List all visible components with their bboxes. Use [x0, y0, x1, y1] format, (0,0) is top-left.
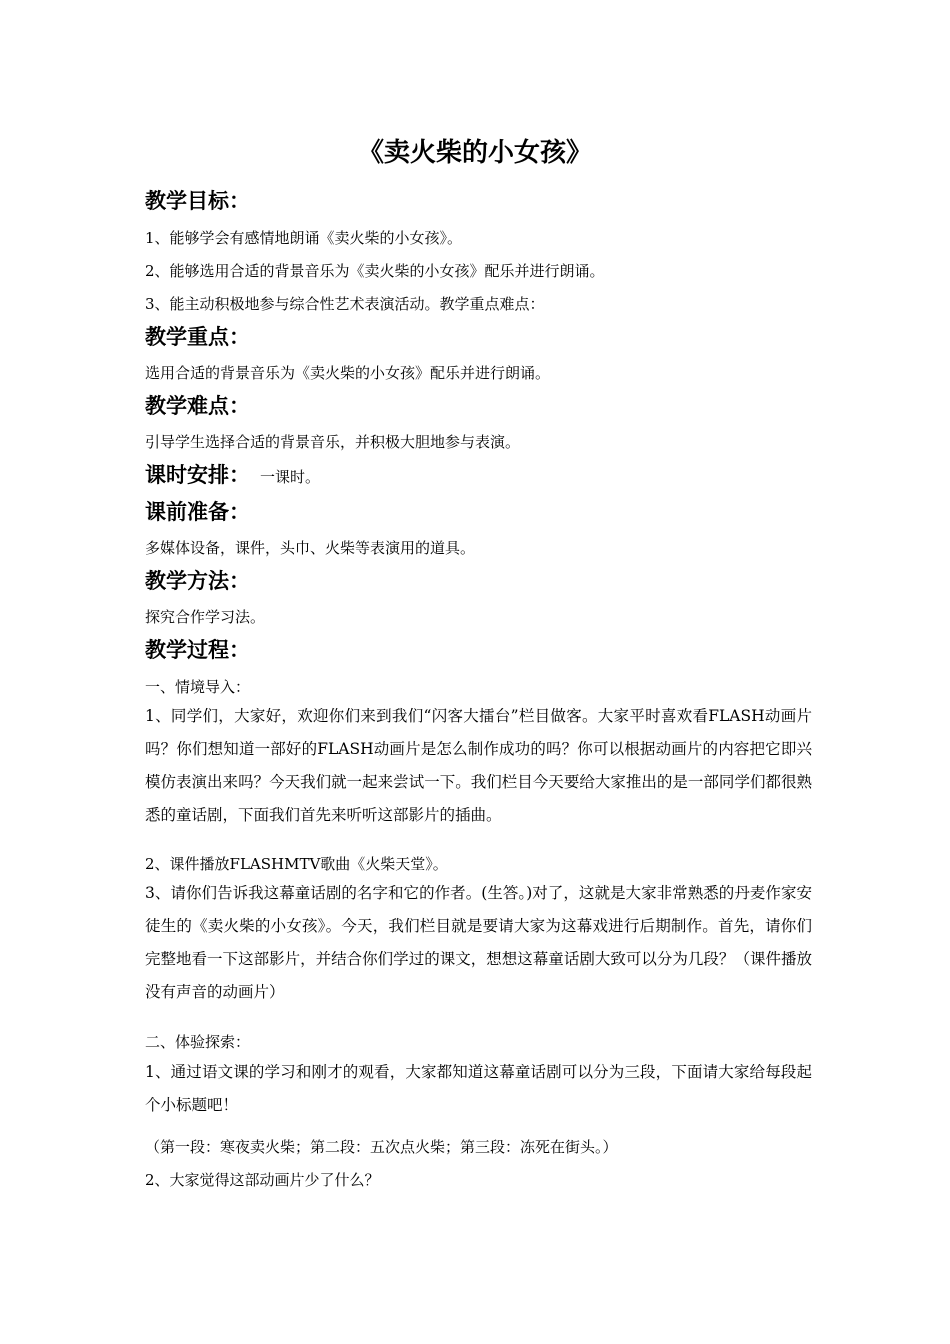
section-1-paragraph-3: 3、请你们告诉我这幕童话剧的名字和它的作者。(生答。)对了，这就是大家非常熟悉的丹麦作家安徒生的《卖火柴的小女孩》。今天，我们栏目就是要请大家为这幕戏进行后期制作。首先，请你们完整地看一下这部影片，并结合你们学过的课文，想想这幕童话剧大致可以分为几段？（课件播放没有声音的动画片） — [145, 884, 812, 1001]
heading-goals: 教学目标： — [145, 189, 250, 213]
heading-preparation: 课前准备： — [145, 500, 250, 524]
section-2-paragraph-2: （第一段：寒夜卖火柴；第二段：五次点火柴；第三段：冻死在街头。） — [145, 1138, 618, 1156]
goal-item-2: 2、能够选用合适的背景音乐为《卖火柴的小女孩》配乐并进行朗诵。 — [145, 262, 605, 280]
goal-item-1: 1、能够学会有感情地朗诵《卖火柴的小女孩》。 — [145, 229, 463, 247]
section-2-paragraph-1: 1、通过语文课的学习和刚才的观看，大家都知道这幕童话剧可以分为三段，下面请大家给每段起个小标题吧！ — [145, 1063, 812, 1114]
goal-item-3: 3、能主动积极地参与综合性艺术表演活动。教学重点难点： — [145, 295, 545, 313]
method-text: 探究合作学习法。 — [145, 608, 266, 626]
section-1-paragraph-1: 1、同学们，大家好，欢迎你们来到我们“闪客大擂台”栏目做客。大家平时喜欢看FLASH动画片吗？你们想知道一部好的FLASH动画片是怎么制作成功的吗？你可以根据动画片的内容把它即兴模仿表演出来吗？今天我们就一起来尝试一下。我们栏目今天要给大家推出的是一部同学们都很熟悉的童话剧，下面我们首先来听听这部影片的插曲。 — [145, 707, 812, 824]
document-title: 《卖火柴的小女孩》 — [357, 138, 592, 168]
section-1-title: 一、情境导入： — [145, 678, 251, 696]
difficulties-text: 引导学生选择合适的背景音乐，并积极大胆地参与表演。 — [145, 433, 521, 451]
heading-difficulties: 教学难点： — [145, 394, 250, 418]
section-2-title: 二、体验探索： — [145, 1033, 251, 1051]
heading-key-points: 教学重点： — [145, 325, 250, 349]
key-points-text: 选用合适的背景音乐为《卖火柴的小女孩》配乐并进行朗诵。 — [145, 364, 551, 382]
schedule-text: 一课时。 — [260, 468, 321, 486]
heading-schedule — [145, 460, 320, 492]
schedule-label: 课时安排： — [145, 463, 250, 487]
heading-process: 教学过程： — [145, 638, 250, 662]
preparation-text: 多媒体设备，课件，头巾、火柴等表演用的道具。 — [145, 539, 476, 557]
section-1-paragraph-2: 2、课件播放FLASHMTV歌曲《火柴天堂》。 — [145, 855, 448, 873]
section-2-paragraph-3: 2、大家觉得这部动画片少了什么？ — [145, 1171, 380, 1189]
heading-method: 教学方法： — [145, 569, 250, 593]
